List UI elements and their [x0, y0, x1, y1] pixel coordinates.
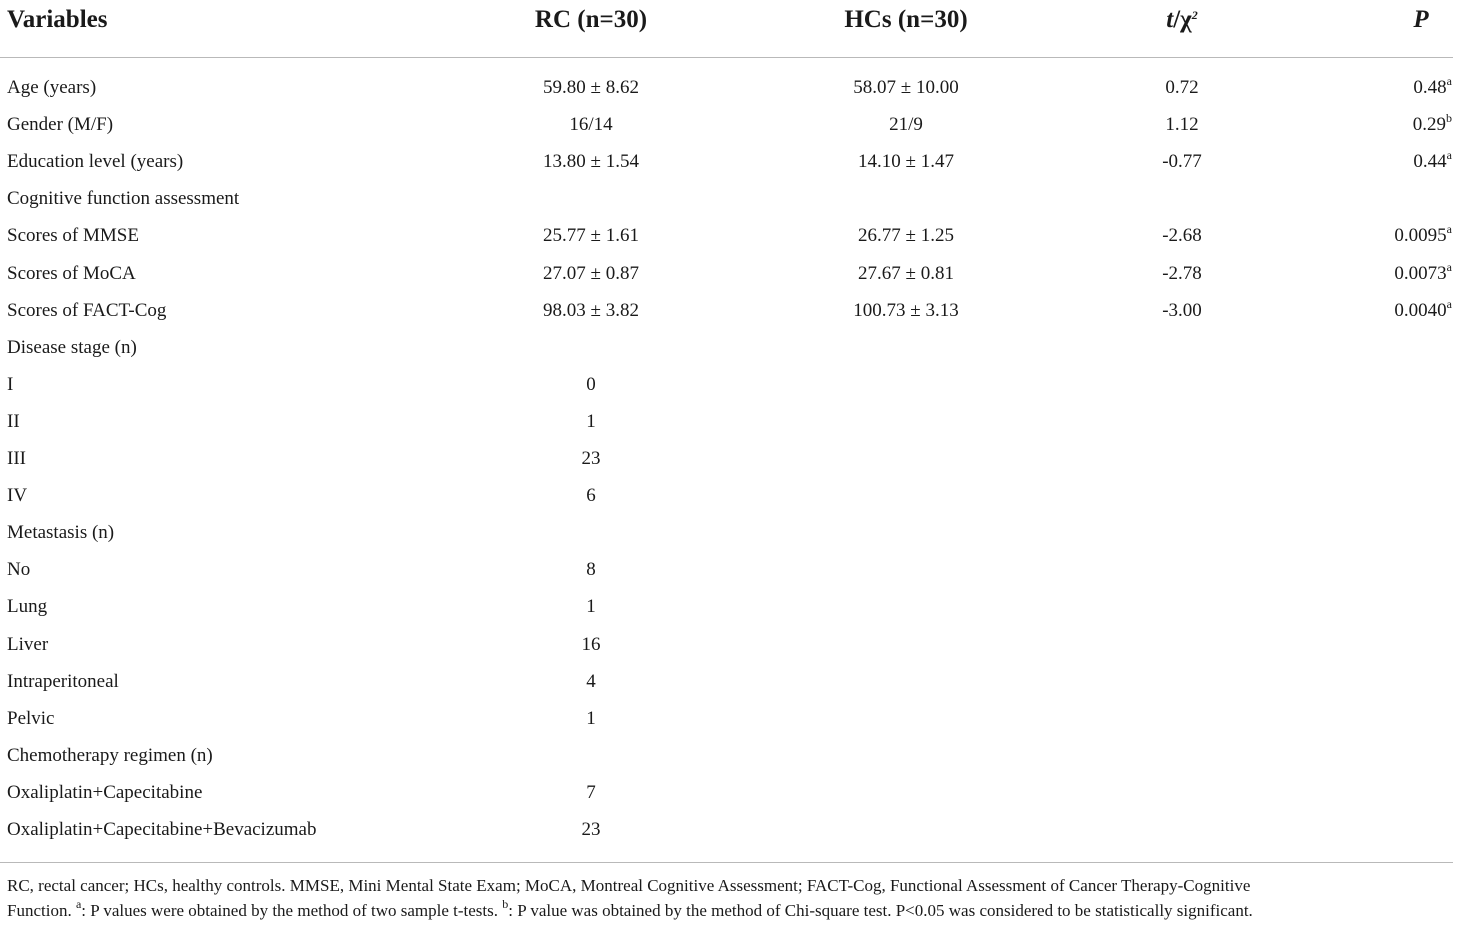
- cell-rc: 1: [586, 707, 596, 729]
- cell-variable: Scores of FACT-Cog: [7, 299, 167, 321]
- table-row: [0, 293, 1460, 330]
- table-row: [0, 330, 1460, 367]
- table-row: [0, 775, 1460, 812]
- p-value-superscript: a: [1446, 222, 1452, 237]
- header-stat-t: t: [1166, 6, 1174, 33]
- cell-hc: 26.77 ± 1.25: [858, 225, 954, 247]
- header-p: P: [1413, 6, 1429, 33]
- table-row: [0, 589, 1460, 626]
- cell-statistic: 0.72: [1165, 77, 1199, 98]
- cell-rc: 16/14: [569, 114, 613, 136]
- footnote-text-c: : P value was obtained by the method of Chi-square test. P<0.05 was considered to be statistically significant.: [508, 901, 1253, 920]
- p-value-text: 0.29: [1412, 114, 1446, 136]
- cell-variable: Disease stage (n): [7, 336, 137, 358]
- cell-variable: Pelvic: [7, 707, 55, 729]
- cell-variable: Liver: [7, 633, 49, 655]
- cell-p-value: [1394, 222, 1452, 247]
- p-value-text: 0.48: [1413, 77, 1447, 98]
- cell-variable: Age (years): [7, 77, 97, 98]
- footnote-text-b: : P values were obtained by the method of two sample t-tests.: [81, 901, 503, 920]
- cell-statistic: -2.68: [1162, 225, 1202, 247]
- cell-variable: Lung: [7, 596, 48, 618]
- cell-rc: 98.03 ± 3.82: [543, 299, 639, 321]
- cell-variable: Cognitive function assessment: [7, 188, 240, 210]
- cell-rc: 1: [586, 596, 596, 618]
- cell-hc: 100.73 ± 3.13: [853, 299, 959, 321]
- cell-variable: Chemotherapy regimen (n): [7, 744, 213, 766]
- table-row: [0, 701, 1460, 738]
- cell-p-value: [1394, 259, 1452, 285]
- cell-p-value: [1413, 148, 1452, 173]
- p-value-superscript: a: [1446, 74, 1452, 88]
- table-row: [0, 515, 1460, 552]
- header-hcs: HCs (n=30): [844, 6, 968, 33]
- cell-statistic: -2.78: [1162, 262, 1202, 284]
- cell-p-value: [1412, 111, 1452, 136]
- table-row: [0, 478, 1460, 515]
- cell-variable: III: [7, 448, 26, 469]
- cell-variable: Education level (years): [7, 151, 184, 173]
- cell-rc: 13.80 ± 1.54: [543, 151, 639, 173]
- cell-variable: Oxaliplatin+Capecitabine: [7, 781, 203, 803]
- table-row: [0, 812, 1460, 849]
- cell-hc: 14.10 ± 1.47: [858, 151, 954, 173]
- cell-rc: 27.07 ± 0.87: [543, 262, 639, 284]
- cell-hc: 27.67 ± 0.81: [858, 262, 954, 284]
- table-row: [0, 738, 1460, 775]
- cell-variable: No: [7, 559, 31, 581]
- cell-p-value: [1394, 296, 1452, 322]
- cell-rc: 23: [581, 448, 601, 469]
- cell-variable: Gender (M/F): [7, 114, 114, 136]
- table-row: [0, 627, 1460, 664]
- cell-variable: Metastasis (n): [7, 522, 115, 544]
- p-value-superscript: a: [1446, 148, 1452, 163]
- header-stat-chi-sup: 2: [1191, 8, 1198, 22]
- cell-hc: 58.07 ± 10.00: [853, 77, 959, 98]
- table-row: [0, 144, 1460, 181]
- header-rule: [0, 57, 1453, 58]
- header-stat-chi: χ: [1180, 6, 1192, 33]
- table-row: [0, 404, 1460, 441]
- cell-statistic: -0.77: [1162, 151, 1202, 173]
- cell-rc: 6: [586, 485, 596, 507]
- cell-statistic: -3.00: [1162, 299, 1202, 321]
- footnote-sup-b: b: [502, 897, 509, 911]
- cell-statistic: 1.12: [1165, 114, 1199, 136]
- header-variables: Variables: [7, 6, 108, 33]
- cell-variable: II: [7, 410, 20, 432]
- cell-variable: Intraperitoneal: [7, 670, 119, 692]
- cell-rc: 4: [586, 670, 596, 692]
- cell-p-value: [1413, 74, 1452, 99]
- cell-rc: 8: [586, 559, 596, 581]
- p-value-superscript: b: [1446, 111, 1452, 126]
- table-row: [0, 664, 1460, 701]
- cell-rc: 59.80 ± 8.62: [543, 77, 639, 98]
- footnote-line-2: [7, 898, 1455, 925]
- p-value-text: 0.0095: [1394, 225, 1447, 247]
- table-row: [0, 552, 1460, 589]
- cell-variable: Scores of MMSE: [7, 225, 139, 247]
- table-row: [0, 70, 1460, 107]
- cell-rc: 25.77 ± 1.61: [543, 225, 639, 247]
- cell-variable: I: [7, 373, 14, 395]
- table-row: [0, 441, 1460, 478]
- p-value-superscript: a: [1446, 259, 1452, 274]
- p-value-text: 0.0040: [1394, 299, 1447, 321]
- cell-rc: 0: [586, 373, 596, 395]
- table-row: [0, 218, 1460, 255]
- table-row: [0, 367, 1460, 404]
- table-row: [0, 256, 1460, 293]
- header-rc: RC (n=30): [534, 6, 648, 33]
- p-value-text: 0.0073: [1394, 262, 1447, 284]
- table-row: [0, 181, 1460, 218]
- footnote-sup-a: a: [75, 897, 82, 911]
- cell-variable: Scores of MoCA: [7, 262, 136, 284]
- cell-variable: Oxaliplatin+Capecitabine+Bevacizumab: [7, 819, 317, 840]
- table-footnote: [7, 873, 1455, 925]
- cell-rc: 23: [581, 819, 601, 840]
- footer-rule: [0, 862, 1453, 863]
- cell-rc: 1: [586, 410, 596, 432]
- footnote-text-a: Function.: [7, 901, 76, 920]
- header-stat-sep: /: [1173, 6, 1181, 33]
- footnote-line-1: RC, rectal cancer; HCs, healthy controls. MMSE, Mini Mental State Exam; MoCA, Montreal Cognitive Assessment; FACT-Cog, Functional Assessment of Cancer Therapy-Cognitive: [7, 876, 1251, 895]
- table-header: [0, 0, 1460, 46]
- cell-hc: 21/9: [889, 114, 923, 136]
- cell-variable: IV: [7, 485, 28, 507]
- cell-rc: 16: [581, 633, 601, 655]
- cell-rc: 7: [586, 781, 596, 803]
- table-row: [0, 107, 1460, 144]
- p-value-text: 0.44: [1413, 151, 1447, 173]
- header-statistic: [1166, 6, 1197, 34]
- p-value-superscript: a: [1446, 296, 1452, 311]
